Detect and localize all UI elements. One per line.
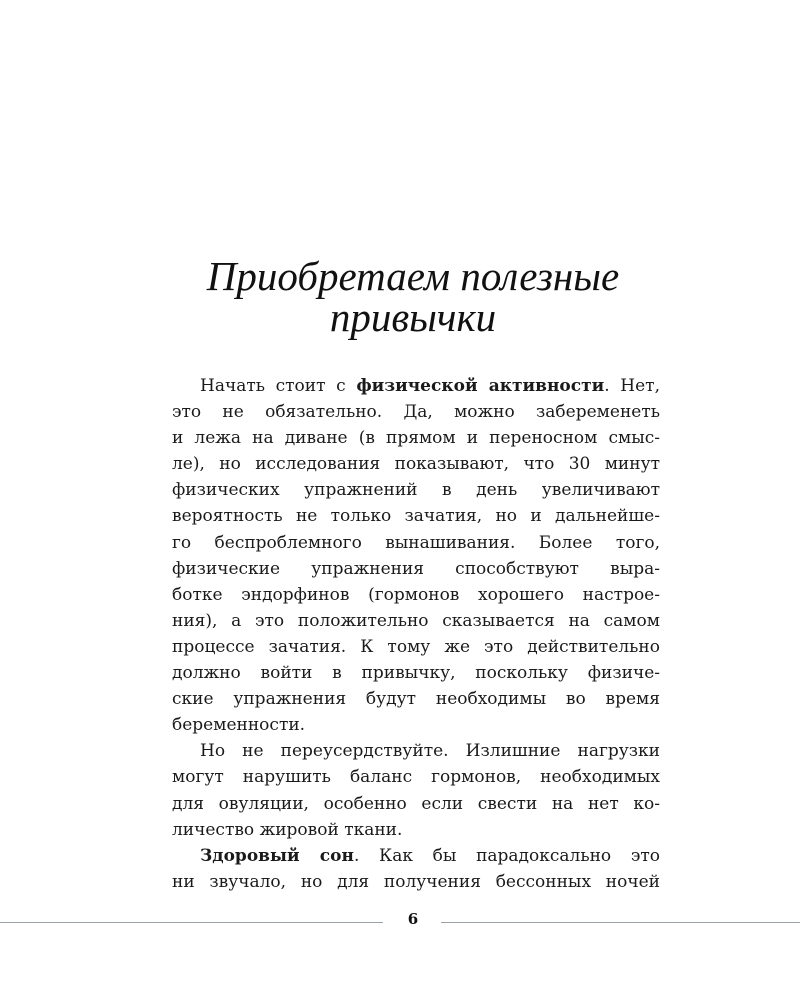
text-line: процессе зачатия. К тому же это действительно [172,636,660,657]
footer-rule-right [441,922,800,923]
text-line: физических упражнений в день увеличивают [172,480,660,501]
text-line: ские упражнения будут необходимы во время [172,689,660,710]
text-line: для овуляции, особенно если свести на нет ко- [172,793,660,814]
chapter-title-line-2: привычки [329,294,497,340]
text-line: ни звучало, но для получения бессонных ночей [172,871,660,892]
bold-term: Здоровый сон [200,845,354,866]
text-line: ния), а это положительно сказывается на самом [172,610,660,631]
page-number: 6 [407,910,419,928]
text-line: беременности. [172,715,306,736]
body-text [172,373,660,895]
text-line: это не обязательно. Да, можно забеременеть [172,402,660,423]
text-line [172,373,660,399]
text-line: вероятность не только зачатия, но и дальнейше- [172,506,660,527]
footer-rule-left [0,922,383,923]
text-run: . Как бы парадоксально это [353,845,661,866]
text-line: могут нарушить баланс гормонов, необходимых [172,767,660,788]
text-run: . Нет, [604,376,660,396]
text-line: должно войти в привычку, поскольку физиче- [172,663,660,684]
text-line: и лежа на диване (в прямом и переносном смыс- [172,428,660,449]
chapter-title [120,253,706,340]
text-line: го беспроблемного вынашивания. Более того, [172,532,660,553]
bold-term: физической активности [356,376,605,396]
text-line: Но не переусердствуйте. Излишние нагрузки [200,741,660,762]
text-line [172,843,660,869]
text-run: Начать стоит с [200,376,357,396]
text-line: личество жировой ткани. [172,819,403,840]
paragraph-physical-activity [172,373,660,738]
text-line: физические упражнения способствуют выра- [172,558,660,579]
text-line: ле), но исследования показывают, что 30 минут [172,454,660,475]
chapter-title-line-1: Приобретаем полезные [206,253,620,299]
paragraph-dont-overdo [172,738,660,842]
text-line: ботке эндорфинов (гормонов хорошего настрое- [172,584,660,605]
paragraph-healthy-sleep [172,843,660,895]
